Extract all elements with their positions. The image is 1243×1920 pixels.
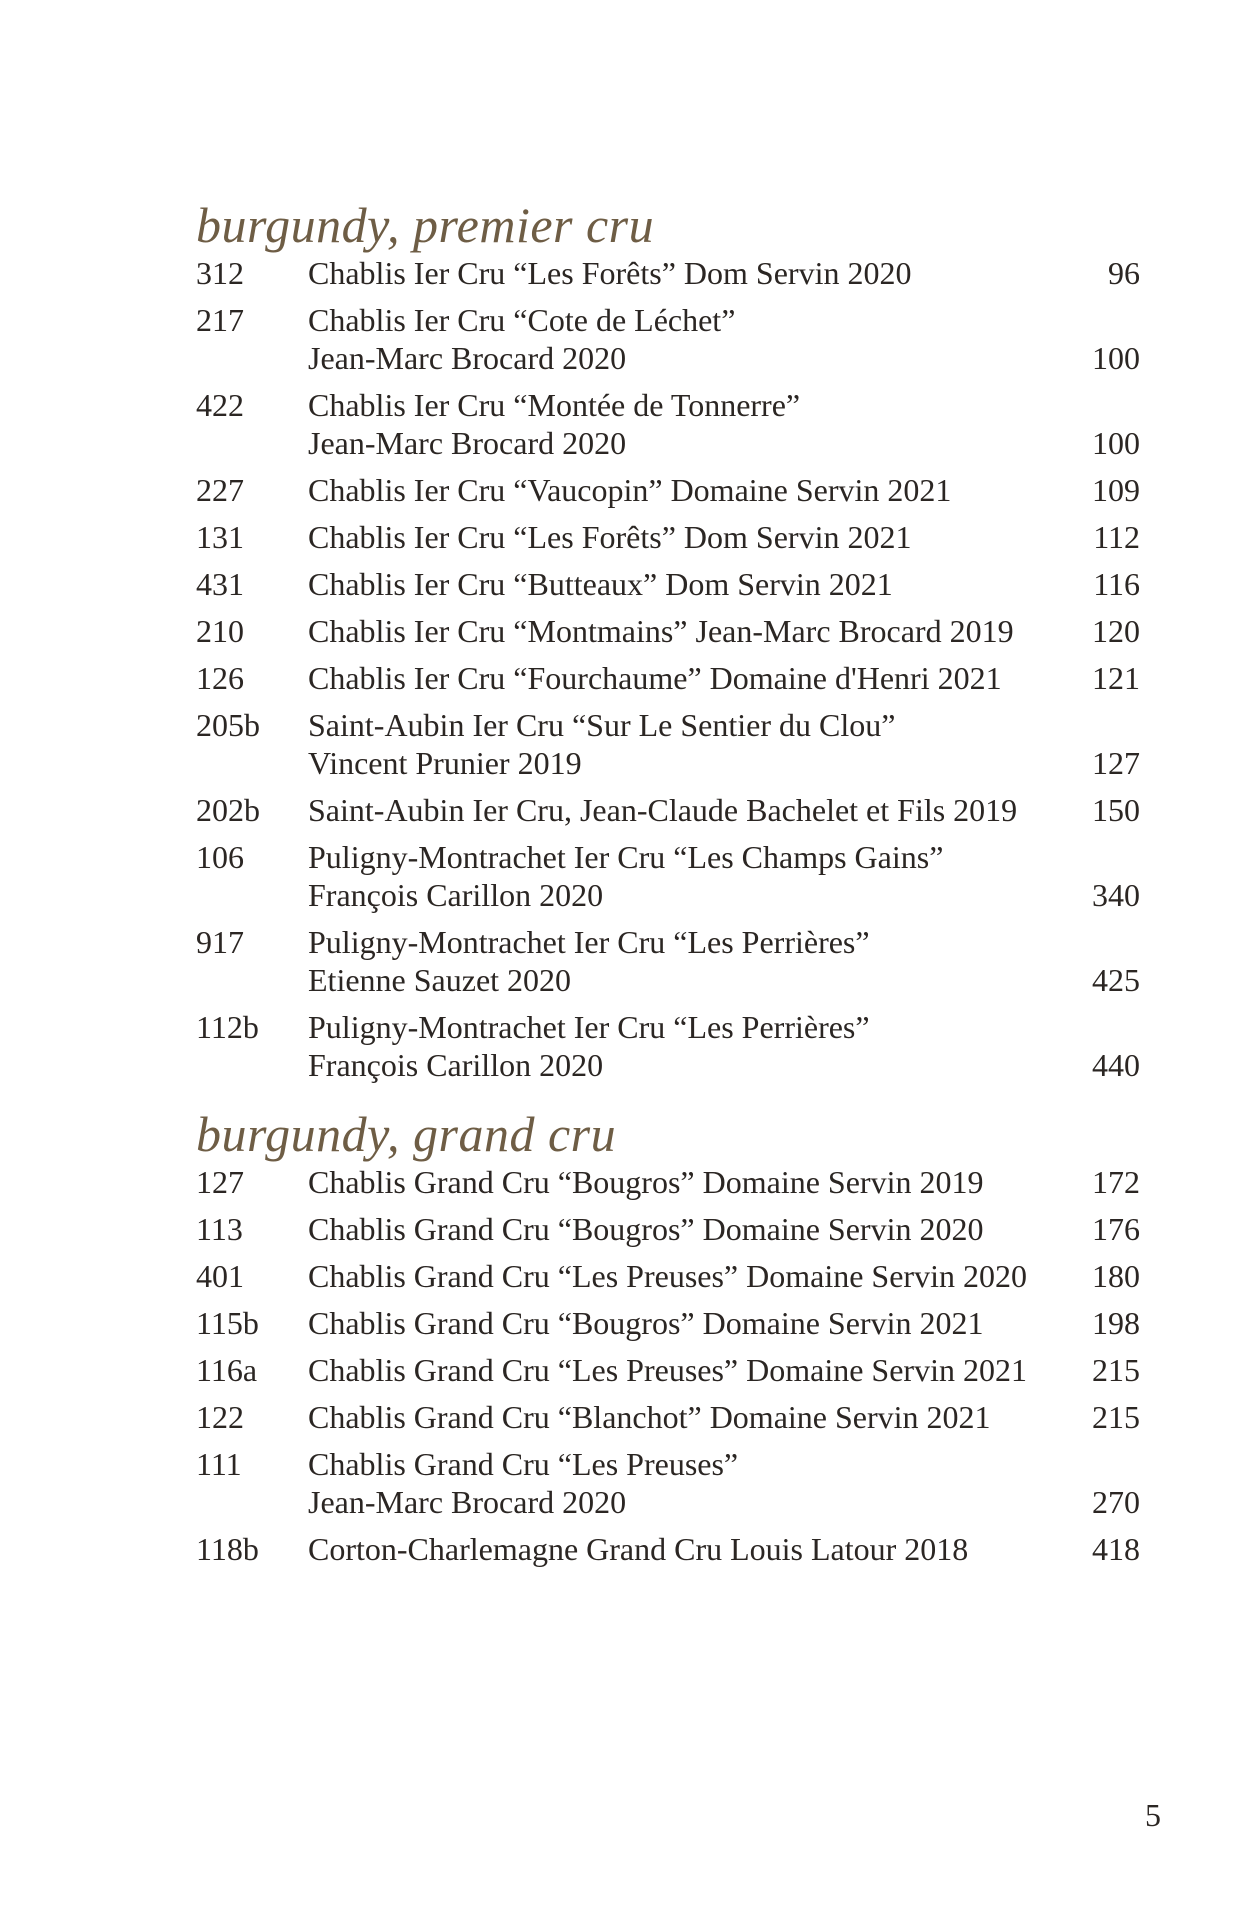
- wine-description: Saint-Aubin Ier Cru “Sur Le Sentier du Clou”: [308, 707, 896, 743]
- wine-price: 100: [1092, 425, 1140, 461]
- wine-description: Chablis Ier Cru “Vaucopin” Domaine Servin 2021: [308, 472, 952, 508]
- wine-description: Puligny-Montrachet Ier Cru “Les Perrières”: [308, 1009, 870, 1045]
- bin-number: 113: [196, 1211, 243, 1247]
- bin-number: 227: [196, 472, 244, 508]
- wine-price: 150: [1092, 792, 1140, 828]
- section-grand-cru-list: [196, 1163, 1140, 1577]
- bin-number: 111: [196, 1446, 242, 1482]
- wine-description: Puligny-Montrachet Ier Cru “Les Champs Gains”: [308, 839, 944, 875]
- wine-price: 340: [1092, 877, 1140, 913]
- wine-price: 198: [1092, 1305, 1140, 1341]
- wine-price: 112: [1093, 519, 1140, 555]
- bin-number: 127: [196, 1164, 244, 1200]
- wine-description: Chablis Grand Cru “Bougros” Domaine Servin 2021: [308, 1305, 984, 1341]
- wine-entry: [196, 565, 1140, 612]
- wine-entry: [196, 386, 1140, 471]
- wine-entry: [196, 612, 1140, 659]
- wine-description: Saint-Aubin Ier Cru, Jean-Claude Bachelet et Fils 2019: [308, 792, 1018, 828]
- wine-producer-vintage: Vincent Prunier 2019: [308, 745, 582, 781]
- wine-producer-vintage: François Carillon 2020: [308, 1047, 604, 1083]
- wine-entry: [196, 518, 1140, 565]
- wine-description: Chablis Ier Cru “Les Forêts” Dom Servin 2020: [308, 255, 912, 291]
- wine-description: Chablis Grand Cru “Blanchot” Domaine Servin 2021: [308, 1399, 991, 1435]
- wine-price: 120: [1092, 613, 1140, 649]
- wine-entry: [196, 254, 1140, 301]
- wine-description: Chablis Grand Cru “Les Preuses”: [308, 1446, 739, 1482]
- bin-number: 422: [196, 387, 244, 423]
- wine-entry: [196, 1257, 1140, 1304]
- wine-price: 96: [1108, 255, 1140, 291]
- wine-price: 116: [1093, 566, 1140, 602]
- wine-entry: [196, 838, 1140, 923]
- wine-entry: [196, 1351, 1140, 1398]
- wine-price: 418: [1092, 1531, 1140, 1567]
- wine-entry: [196, 1163, 1140, 1210]
- wine-price: 121: [1092, 660, 1140, 696]
- wine-entry: [196, 1445, 1140, 1530]
- wine-price: 215: [1092, 1399, 1140, 1435]
- wine-description: Chablis Grand Cru “Les Preuses” Domaine Servin 2021: [308, 1352, 1027, 1388]
- wine-price: 440: [1092, 1047, 1140, 1083]
- bin-number: 106: [196, 839, 244, 875]
- bin-number: 917: [196, 924, 244, 960]
- wine-description: Puligny-Montrachet Ier Cru “Les Perrières”: [308, 924, 870, 960]
- wine-description: Chablis Grand Cru “Les Preuses” Domaine Servin 2020: [308, 1258, 1027, 1294]
- bin-number: 312: [196, 255, 244, 291]
- wine-producer-vintage: Jean-Marc Brocard 2020: [308, 340, 627, 376]
- wine-entry: [196, 706, 1140, 791]
- section-title-grand-cru: burgundy, grand cru: [196, 1106, 617, 1162]
- section-title-premier-cru: burgundy, premier cru: [196, 197, 655, 253]
- wine-list-page: [196, 196, 1140, 1577]
- wine-price: 215: [1092, 1352, 1140, 1388]
- wine-producer-vintage: Jean-Marc Brocard 2020: [308, 425, 627, 461]
- bin-number: 126: [196, 660, 244, 696]
- bin-number: 118b: [196, 1531, 259, 1567]
- wine-producer-vintage: Etienne Sauzet 2020: [308, 962, 572, 998]
- wine-entry: [196, 471, 1140, 518]
- wine-price: 100: [1092, 340, 1140, 376]
- bin-number: 205b: [196, 707, 260, 743]
- bin-number: 401: [196, 1258, 244, 1294]
- wine-description: Chablis Ier Cru “Cote de Léchet”: [308, 302, 736, 338]
- wine-price: 172: [1092, 1164, 1140, 1200]
- wine-entry: [196, 923, 1140, 1008]
- section-premier-cru-list: [196, 254, 1140, 1093]
- wine-entry: [196, 659, 1140, 706]
- wine-entry: [196, 1530, 1140, 1577]
- wine-description: Chablis Ier Cru “Montée de Tonnerre”: [308, 387, 801, 423]
- wine-price: 127: [1092, 745, 1140, 781]
- wine-description: Chablis Ier Cru “Montmains” Jean-Marc Brocard 2019: [308, 613, 1014, 649]
- wine-entry: [196, 301, 1140, 386]
- wine-producer-vintage: François Carillon 2020: [308, 877, 604, 913]
- bin-number: 431: [196, 566, 244, 602]
- wine-price: 176: [1092, 1211, 1140, 1247]
- wine-price: 109: [1092, 472, 1140, 508]
- wine-description: Corton-Charlemagne Grand Cru Louis Latour 2018: [308, 1531, 969, 1567]
- wine-entry: [196, 1304, 1140, 1351]
- wine-description: Chablis Grand Cru “Bougros” Domaine Servin 2020: [308, 1211, 984, 1247]
- bin-number: 122: [196, 1399, 244, 1435]
- bin-number: 112b: [196, 1009, 259, 1045]
- bin-number: 115b: [196, 1305, 259, 1341]
- bin-number: 116a: [196, 1352, 258, 1388]
- bin-number: 202b: [196, 792, 260, 828]
- wine-description: Chablis Ier Cru “Fourchaume” Domaine d'Henri 2021: [308, 660, 1002, 696]
- wine-entry: [196, 1008, 1140, 1093]
- wine-entry: [196, 1398, 1140, 1445]
- bin-number: 131: [196, 519, 244, 555]
- wine-price: 270: [1092, 1484, 1140, 1520]
- wine-entry: [196, 1210, 1140, 1257]
- wine-description: Chablis Ier Cru “Les Forêts” Dom Servin 2021: [308, 519, 912, 555]
- bin-number: 217: [196, 302, 244, 338]
- wine-producer-vintage: Jean-Marc Brocard 2020: [308, 1484, 627, 1520]
- page-number: 5: [1145, 1797, 1161, 1833]
- bin-number: 210: [196, 613, 244, 649]
- wine-description: Chablis Grand Cru “Bougros” Domaine Servin 2019: [308, 1164, 984, 1200]
- wine-price: 180: [1092, 1258, 1140, 1294]
- wine-price: 425: [1092, 962, 1140, 998]
- wine-description: Chablis Ier Cru “Butteaux” Dom Servin 2021: [308, 566, 893, 602]
- wine-entry: [196, 791, 1140, 838]
